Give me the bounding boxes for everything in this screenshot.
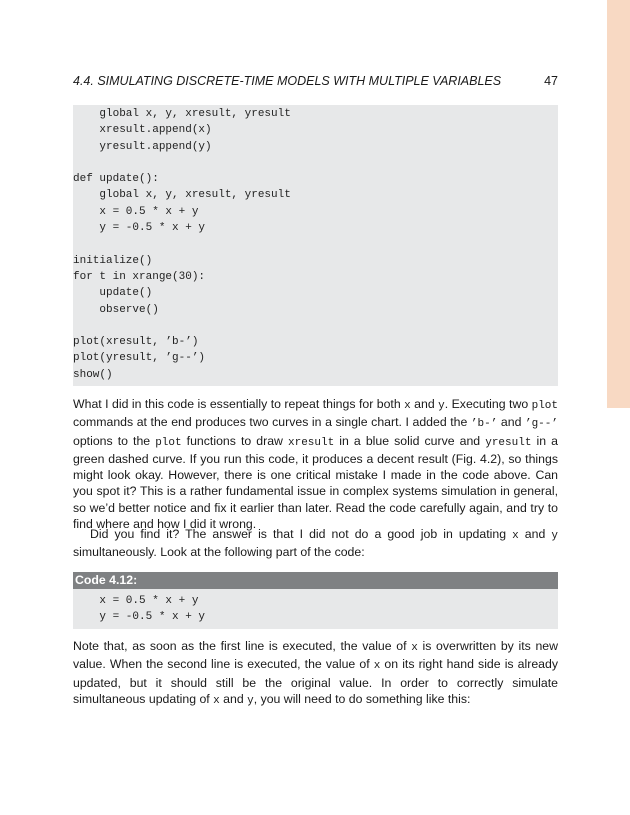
chapter-thumb-tab [607,0,630,408]
inline-code: plot [531,400,559,412]
code-listing: global x, y, xresult, yresult xresult.append(x) yresult.append(y) def update(): global x, y, xresult, yresult x = 0.5 * x + y y = -0.5 * x + y initialize() for t in xrange(30): update() observe() plot(xresult, ’b-’) plot(yresult, ’g--’) show() [73,108,291,381]
inline-code: x [404,400,411,412]
page-number: 47 [544,74,558,88]
inline-code: ’g--’ [524,418,558,431]
text: and [518,527,552,541]
text: Note that, as soon as the first line is executed, the value of [73,639,412,653]
paragraph-1 [73,396,558,532]
inline-code: x [411,642,418,654]
inline-code: y [247,694,254,707]
code-block-2 [73,589,558,629]
text: , you will need to do something like this: [253,691,471,706]
text: simultaneously. Look at the following part of the code: [73,545,365,560]
inline-code: x [213,694,220,707]
inline-code: x [373,660,381,673]
running-head: 4.4. SIMULATING DISCRETE-TIME MODELS WITH MULTIPLE VARIABLES [73,74,502,88]
code-block-2-title: Code 4.12: [73,572,558,589]
text: functions to draw [181,433,288,448]
inline-code: x [512,530,519,542]
inline-code: y [438,400,445,412]
text: is overwritten by its new value. When the second line is executed, the value of [73,639,559,672]
text: in a blue solid curve and [334,433,486,448]
paragraph-2 [73,526,558,561]
inline-code: ’b-’ [470,418,498,431]
inline-code: yresult [485,436,532,449]
text: and [497,415,525,430]
paragraph-3 [73,638,558,709]
text: . Executing two [444,397,532,411]
inline-code: plot [155,436,182,449]
inline-code: xresult [288,436,335,449]
text: commands at the end produces two curves in a single chart. I added the [73,415,471,430]
inline-code: y [551,530,558,542]
code-listing: x = 0.5 * x + y y = -0.5 * x + y [99,595,206,624]
text: and [219,691,248,706]
code-block-1 [73,105,558,386]
text: Did you find it? The answer is that I did not do a good job in updating [90,527,513,541]
text: and [410,397,439,411]
text: What I did in this code is essentially to repeat things for both [73,397,405,411]
text: options to the [73,433,156,448]
text: on its right hand side is already updated, but it should still be the original value. In order to correctly simulate simultaneous updating of [73,657,559,706]
text: in a green dashed curve. If you run this code, it produces a decent result (Fig. 4.2), so things might look okay. However, there is one critical mistake I made in the code above. Can you spot it? This is a rather fundamental issue in complex systems simulation in general, so we’d better notice and fix it earlier than later. Read the code carefully again, and try to find where and how I did it wrong. [73,433,558,532]
